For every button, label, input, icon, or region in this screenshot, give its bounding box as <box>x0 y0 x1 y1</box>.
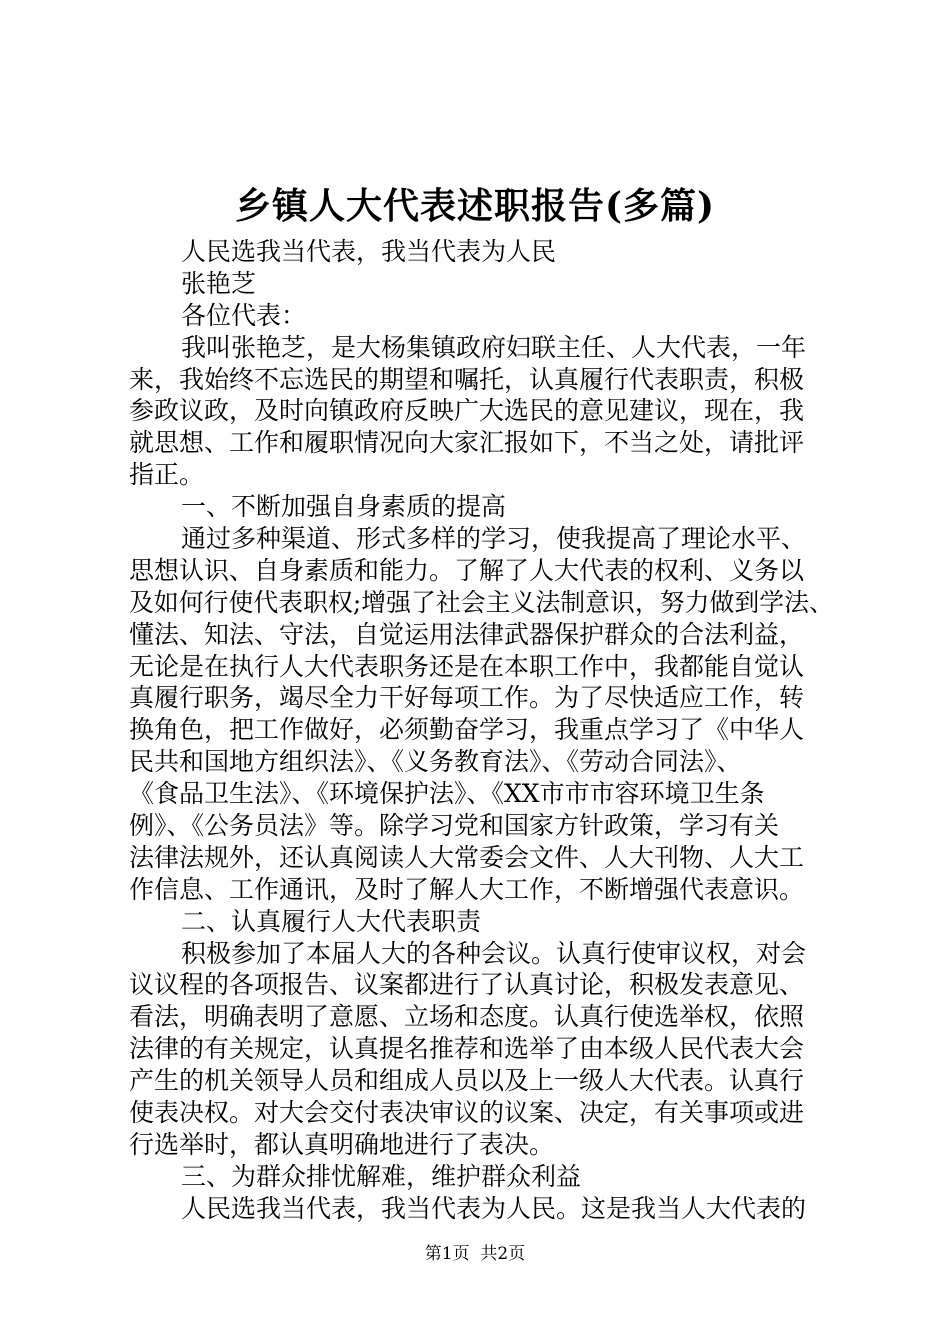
text-line: 作信息、工作通讯，及时了解人大工作，不断增强代表意识。 <box>129 874 805 904</box>
text-line: 民共和国地方组织法》、《义务教育法》、《劳动合同法》、 <box>129 747 742 777</box>
text-line: 三、为群众排忧解难，维护群众利益 <box>181 1161 582 1191</box>
text-line: 张艳芝 <box>181 268 257 298</box>
text-line: 一、不断加强自身素质的提高 <box>181 492 507 522</box>
page-number: 第1页 共2页 <box>424 1244 526 1264</box>
text-line: 及如何行使代表职权;增强了社会主义法制意识，努力做到学法、 <box>129 587 834 617</box>
page-footer <box>0 1242 950 1266</box>
text-line: 人民选我当代表，我当代表为人民 <box>181 237 557 266</box>
text-line: 就思想、工作和履职情况向大家汇报如下，不当之处，请批评 <box>129 428 805 458</box>
text-line: 积极参加了本届人大的各种会议。认真行使审议权，对会 <box>181 938 807 968</box>
text-line: 看法，明确表明了意愿、立场和态度。认真行使选举权，依照 <box>129 1002 805 1032</box>
text-line: 思想认识、自身素质和能力。了解了人大代表的权利、义务以 <box>129 555 805 585</box>
text-line: 真履行职务，竭尽全力干好每项工作。为了尽快适应工作，转 <box>129 683 805 713</box>
text-line: 例》、《公务员法》等。除学习党和国家方针政策，学习有关 <box>129 811 780 841</box>
text-line: 二、认真履行人大代表职责 <box>181 906 482 936</box>
text-line: 指正。 <box>129 460 205 490</box>
text-line: 行选举时，都认真明确地进行了表决。 <box>129 1129 555 1159</box>
text-line: 通过多种渠道、形式多样的学习，使我提高了理论水平、 <box>181 524 807 554</box>
document-body <box>129 236 834 1225</box>
text-line: 《食品卫生法》、《环境保护法》、《XX市市市容环境卫生条 <box>129 779 765 809</box>
text-line: 懂法、知法、守法，自觉运用法律武器保护群众的合法利益， <box>129 619 805 649</box>
text-line: 各位代表： <box>181 300 307 330</box>
text-line: 换角色，把工作做好，必须勤奋学习，我重点学习了《中华人 <box>129 715 805 745</box>
text-line: 来，我始终不忘选民的期望和嘱托，认真履行代表职责，积极 <box>129 364 805 394</box>
text-line: 使表决权。对大会交付表决审议的议案、决定，有关事项或进 <box>129 1098 805 1128</box>
text-line: 人民选我当代表，我当代表为人民。这是我当人大代表的 <box>181 1193 807 1223</box>
text-line: 议议程的各项报告、议案都进行了认真讨论，积极发表意见、 <box>129 970 805 1000</box>
text-line: 法律的有关规定，认真提名推荐和选举了由本级人民代表大会 <box>129 1034 805 1064</box>
text-line: 法律法规外，还认真阅读人大常委会文件、人大刊物、人大工 <box>129 842 805 872</box>
text-line: 参政议政，及时向镇政府反映广大选民的意见建议，现在，我 <box>129 396 805 426</box>
text-line: 无论是在执行人大代表职务还是在本职工作中，我都能自觉认 <box>129 651 805 681</box>
page-title: 乡镇人大代表述职报告(多篇) <box>234 185 716 227</box>
text-line: 我叫张艳芝，是大杨集镇政府妇联主任、人大代表，一年 <box>181 332 807 362</box>
text-line: 产生的机关领导人员和组成人员以及上一级人大代表。认真行 <box>129 1066 805 1096</box>
